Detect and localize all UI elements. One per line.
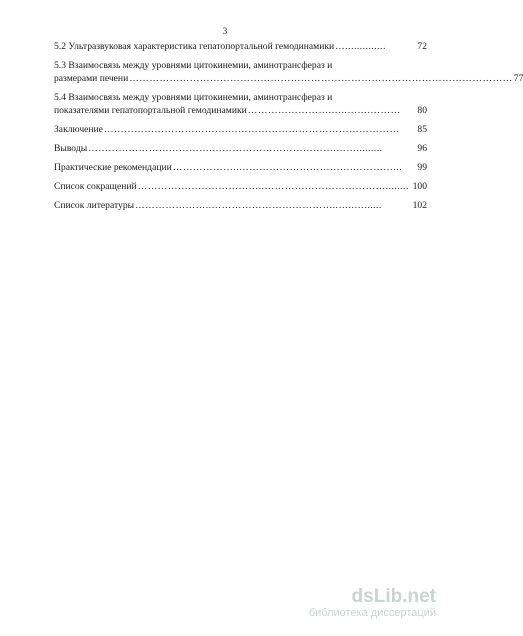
toc-entry	[54, 72, 523, 85]
toc-leader-dots: ……………………………….……………………………………………	[103, 124, 400, 135]
toc-entry-title: Практические рекомендации	[54, 162, 172, 173]
toc-entry-title: показателями гепатопортальной гемодинамики	[54, 105, 247, 116]
toc-entry-title: размерами печени	[54, 73, 129, 84]
watermark	[309, 587, 436, 620]
toc-entry-page: 102	[412, 200, 427, 211]
toc-leader-dots: ………………..…………………………….…………...	[172, 162, 403, 173]
toc-entry-page: 77	[513, 73, 523, 84]
toc-entry-title-line: 5.3 Взаимосвязь между уровнями цитокинемии, аминотрансфераз и	[54, 60, 333, 71]
toc-entry-page: 85	[417, 124, 427, 135]
toc-entry-page: 80	[417, 105, 427, 116]
toc-leader-dots: ………………………………..………………………………........	[137, 181, 409, 192]
watermark-logo-main: dsLib	[351, 586, 403, 607]
toc-entry-page: 96	[417, 143, 427, 154]
toc-entry	[54, 199, 427, 212]
toc-entry-title: Заключение	[54, 124, 103, 135]
toc-leader-dots: …..............	[335, 41, 386, 52]
toc-leader-dots: ……………………………….……………………………….…….........	[88, 143, 383, 154]
toc-entry	[54, 180, 427, 193]
toc-leader-dots: …………………..………………………………..…..…......	[135, 200, 382, 211]
toc-entry-page: 99	[417, 162, 427, 173]
toc-entry	[54, 161, 427, 174]
watermark-logo	[309, 587, 436, 607]
toc-entry	[54, 123, 427, 136]
toc-entry	[54, 104, 427, 117]
table-of-contents	[54, 40, 523, 212]
page-number: 3	[222, 26, 228, 36]
toc-entry-title: Список сокращений	[54, 181, 137, 192]
watermark-subtitle: библиотека диссертаций	[308, 607, 436, 619]
toc-entry-title: Выводы	[54, 143, 88, 154]
toc-entry-title: Список литературы	[54, 200, 135, 211]
toc-entry	[54, 40, 427, 53]
toc-entry-page: 72	[417, 41, 427, 52]
watermark-logo-tld: .net	[402, 586, 436, 607]
toc-entry-page: 100	[412, 181, 427, 192]
toc-leader-dots: …………………….…..…….………	[247, 105, 401, 116]
toc-entry	[54, 142, 427, 155]
toc-entry-title-line: 5.4 Взаимосвязь между уровнями цитокинемии, аминотрансфераз и	[54, 92, 333, 103]
toc-leader-dots: ……………………………………………………………………………………………………	[129, 73, 513, 84]
toc-entry-title: 5.2 Ультразвуковая характеристика гепатопортальной гемодинамики	[54, 41, 335, 52]
